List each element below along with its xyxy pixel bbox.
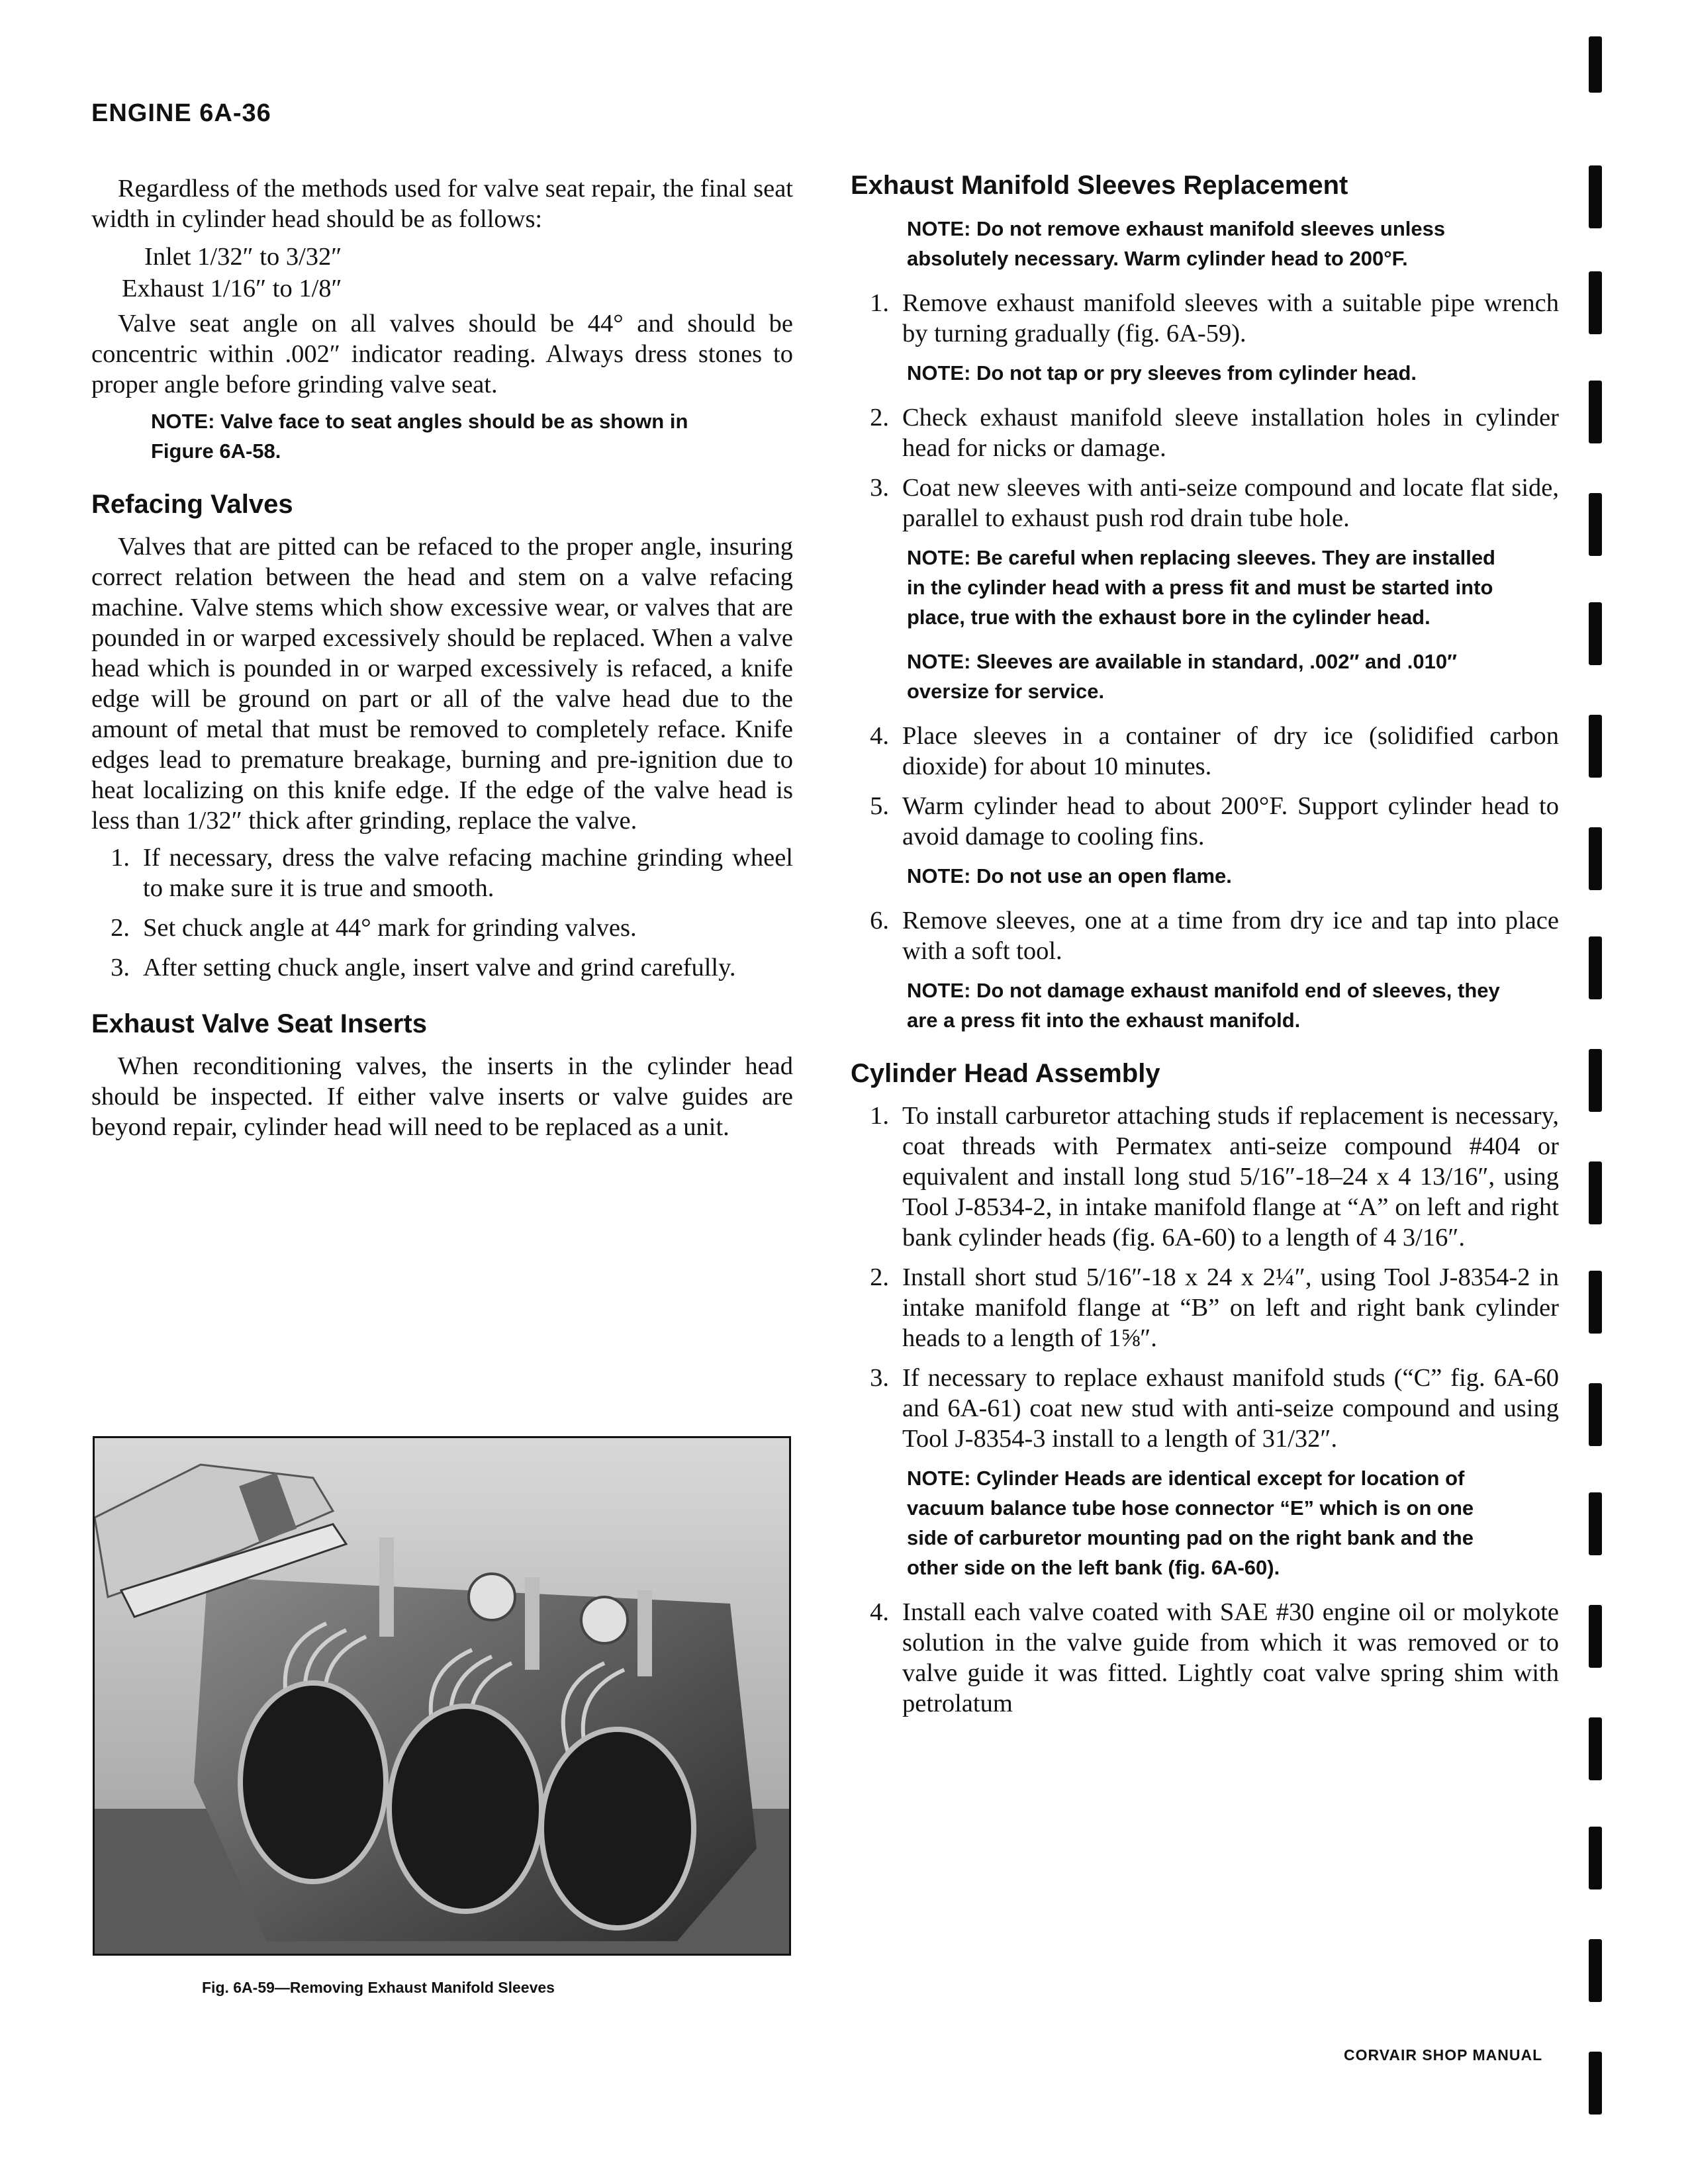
note-cylinder-heads-identical: NOTE: Cylinder Heads are identical except for location of vacuum balance tube hose connector “E” which is on one side of carburetor mounting pad on the right bank and the other side on the left bank (fig. 6A-60).: [907, 1467, 1474, 1579]
note-no-open-flame: NOTE: Do not use an open flame.: [907, 864, 1232, 887]
binding-mark: [1589, 1492, 1602, 1555]
sleeves-step-3: [851, 473, 1559, 533]
step-text: After setting chuck angle, insert valve and grind carefully.: [143, 954, 736, 981]
exhaust-spec: Exhaust 1/16″ to 1/8″: [122, 275, 342, 302]
sleeves-step-4: [851, 721, 1559, 782]
note-do-not-remove-sleeves: NOTE: Do not remove exhaust manifold sleeves unless absolutely necessary. Warm cylinder head to 200°F.: [907, 217, 1446, 270]
binding-mark: [1589, 493, 1602, 556]
refacing-step-1: [91, 842, 793, 903]
binding-mark: [1589, 1605, 1602, 1668]
step-text: Remove exhaust manifold sleeves with a suitable pipe wrench by turning gradually (fig. 6A-59).: [902, 289, 1559, 347]
step-text: If necessary to replace exhaust manifold studs (“C” fig. 6A-60 and 6A-61) coat new stud with anti-seize compound and using Tool J-8354-3 install to a length of 31/32″.: [902, 1364, 1559, 1453]
binding-mark: [1589, 827, 1602, 890]
step-text: Place sleeves in a container of dry ice (solidified carbon dioxide) for about 10 minutes.: [902, 722, 1559, 780]
binding-mark: [1589, 936, 1602, 999]
binding-mark: [1589, 1383, 1602, 1446]
binding-mark: [1589, 165, 1602, 228]
sleeves-step-1: [851, 288, 1559, 349]
step-text: Check exhaust manifold sleeve installation holes in cylinder head for nicks or damage.: [902, 404, 1559, 462]
step-number: 4.: [870, 722, 889, 750]
sleeves-replacement-heading: Exhaust Manifold Sleeves Replacement: [851, 171, 1348, 200]
step-number: 1.: [870, 1102, 889, 1130]
binding-mark: [1589, 1161, 1602, 1224]
step-number: 6.: [870, 907, 889, 934]
step-number: 3.: [111, 954, 130, 981]
seat-width-intro: Regardless of the methods used for valve seat repair, the final seat width in cylinder head should be as follows:: [91, 175, 793, 233]
step-text: Remove sleeves, one at a time from dry ice and tap into place with a soft tool.: [902, 907, 1559, 965]
step-text: Set chuck angle at 44° mark for grinding valves.: [143, 914, 637, 942]
binding-mark: [1589, 36, 1602, 93]
step-text: Install each valve coated with SAE #30 engine oil or molykote solution in the valve guide from which it was removed or to valve guide it was fitted. Lightly coat valve spring shim with petrolatum: [902, 1598, 1559, 1717]
cylinder-head-assembly-heading: Cylinder Head Assembly: [851, 1059, 1160, 1088]
step-number: 3.: [870, 474, 889, 502]
note-sleeve-sizes: NOTE: Sleeves are available in standard, .002″ and .010″ oversize for service.: [907, 650, 1457, 703]
binding-mark: [1589, 602, 1602, 665]
binding-mark: [1589, 381, 1602, 443]
refacing-step-3: [91, 952, 793, 983]
step-text: Coat new sleeves with anti-seize compound and locate flat side, parallel to exhaust push rod drain tube hole.: [902, 474, 1559, 532]
step-text: Warm cylinder head to about 200°F. Support cylinder head to avoid damage to cooling fins.: [902, 792, 1559, 850]
engine-photo-illustration: [95, 1438, 789, 1954]
seat-angle-paragraph: Valve seat angle on all valves should be 44° and should be concentric within .002″ indicator reading. Always dress stones to proper angle before grinding valve seat.: [91, 310, 793, 398]
binding-mark: [1589, 1049, 1602, 1112]
note-careful-replacing: NOTE: Be careful when replacing sleeves. They are installed in the cylinder head with a press fit and must be started into place, true with the exhaust bore in the cylinder head.: [907, 546, 1495, 629]
figure-removing-sleeves: [93, 1436, 791, 1956]
binding-mark: [1589, 271, 1602, 334]
binding-mark: [1589, 715, 1602, 778]
step-number: 2.: [870, 404, 889, 432]
step-number: 2.: [870, 1263, 889, 1291]
step-text: If necessary, dress the valve refacing machine grinding wheel to make sure it is true and smooth.: [143, 844, 793, 902]
refacing-step-2: [91, 913, 793, 943]
step-text: To install carburetor attaching studs if replacement is necessary, coat threads with Permatex anti-seize compound #404 or equivalent and install long stud 5/16″-18–24 x 4 13/16″, using Tool J-8534-2, in intake manifold flange at “A” on left and right bank cylinder heads (fig. 6A-60) to a length of 4 3/16″.: [902, 1102, 1559, 1251]
seat-inserts-heading: Exhaust Valve Seat Inserts: [91, 1009, 427, 1038]
sleeves-step-6: [851, 905, 1559, 966]
seat-inserts-paragraph: When reconditioning valves, the inserts in the cylinder head should be inspected. If either valve inserts or valve guides are beyond repair, cylinder head will need to be replaced as a unit.: [91, 1052, 793, 1141]
refacing-paragraph: Valves that are pitted can be refaced to the proper angle, insuring correct relation between the head and stem on a valve refacing machine. Valve stems which show excessive wear, or valves that are pounded in or warped excessively should be replaced. When a valve head which is pounded in or warped excessively is refaced, a knife edge will be ground on part or all of the valve head due to the amount of metal that must be removed to completely reface. Knife edges lead to premature breakage, burning and pre-ignition due to heat localizing on this knife edge. If the edge of the valve head is less than 1/32″ thick after grinding, replace the valve.: [91, 533, 793, 835]
left-column: [91, 173, 793, 1149]
assembly-step-4: [851, 1597, 1559, 1719]
note-do-not-damage: NOTE: Do not damage exhaust manifold end of sleeves, they are a press fit into the exhaust manifold.: [907, 979, 1500, 1032]
right-column: [851, 171, 1559, 1728]
step-number: 3.: [870, 1364, 889, 1392]
inlet-spec: Inlet 1/32″ to 3/32″: [144, 243, 342, 271]
binding-mark: [1589, 1939, 1602, 2002]
step-number: 4.: [870, 1598, 889, 1626]
page-header: ENGINE 6A-36: [91, 99, 271, 127]
note-do-not-tap: NOTE: Do not tap or pry sleeves from cylinder head.: [907, 361, 1417, 385]
figure-caption: Fig. 6A-59—Removing Exhaust Manifold Sleeves: [202, 1979, 555, 1996]
step-number: 1.: [111, 844, 130, 872]
assembly-step-3: [851, 1363, 1559, 1454]
binding-mark: [1589, 1717, 1602, 1780]
assembly-step-2: [851, 1262, 1559, 1353]
step-text: Install short stud 5/16″-18 x 24 x 2¼″, using Tool J-8354-2 in intake manifold flange at “B” on left and right bank cylinder heads to a length of 1⅝″.: [902, 1263, 1559, 1352]
sleeves-step-5: [851, 791, 1559, 852]
sleeves-step-2: [851, 402, 1559, 463]
step-number: 5.: [870, 792, 889, 820]
binding-mark: [1589, 1271, 1602, 1334]
binding-mark: [1589, 1827, 1602, 1889]
note-valve-face: NOTE: Valve face to seat angles should be as shown in Figure 6A-58.: [151, 410, 688, 463]
step-number: 2.: [111, 914, 130, 942]
footer-manual-name: CORVAIR SHOP MANUAL: [1344, 2046, 1543, 2064]
refacing-valves-heading: Refacing Valves: [91, 490, 293, 519]
step-number: 1.: [870, 289, 889, 317]
assembly-step-1: [851, 1101, 1559, 1253]
binding-mark: [1589, 2052, 1602, 2115]
